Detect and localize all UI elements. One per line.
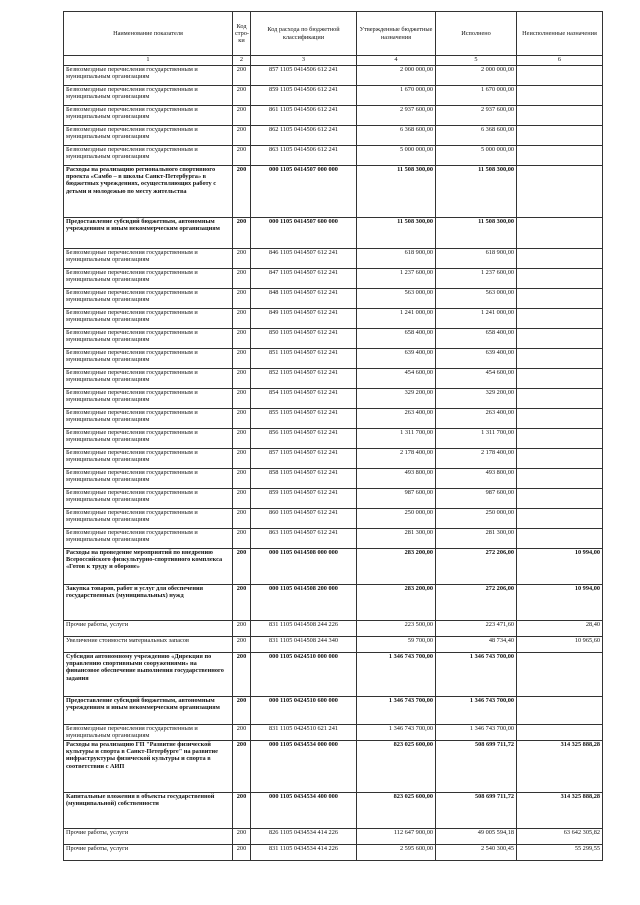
row-unexecuted-amount [517, 269, 603, 289]
row-name: Расходы на реализацию ГП "Развитие физической культуры и спорта в Санкт-Петербурге" на развитие инфраструктуры физической культуры и спорта в соответствии с АИП [64, 741, 233, 793]
row-approved-amount: 823 025 600,00 [357, 793, 436, 829]
row-line-code: 200 [233, 289, 251, 309]
row-executed-amount: 639 400,00 [436, 349, 517, 369]
row-expense-code: 863 1105 0414506 612 241 [251, 146, 357, 166]
row-executed-amount: 2 540 300,45 [436, 845, 517, 861]
row-executed-amount: 1 670 000,00 [436, 86, 517, 106]
row-line-code: 200 [233, 389, 251, 409]
row-approved-amount: 2 000 000,00 [357, 66, 436, 86]
row-line-code: 200 [233, 489, 251, 509]
row-expense-code: 863 1105 0414507 612 241 [251, 529, 357, 549]
row-name: Безвозмездные перечисления государственным и муниципальным организациям [64, 429, 233, 449]
column-number: 2 [233, 56, 251, 66]
row-executed-amount: 272 206,00 [436, 549, 517, 585]
row-expense-code: 000 1105 0414507 600 000 [251, 218, 357, 249]
row-name: Прочие работы, услуги [64, 829, 233, 845]
row-executed-amount: 618 900,00 [436, 249, 517, 269]
row-unexecuted-amount: 55 299,55 [517, 845, 603, 861]
row-line-code: 200 [233, 549, 251, 585]
row-line-code: 200 [233, 66, 251, 86]
row-line-code: 200 [233, 741, 251, 793]
row-approved-amount: 639 400,00 [357, 349, 436, 369]
row-name: Капитальные вложения в объекты государственной (муниципальной) собственности [64, 793, 233, 829]
row-approved-amount: 2 595 600,00 [357, 845, 436, 861]
row-approved-amount: 1 241 000,00 [357, 309, 436, 329]
row-expense-code: 000 1105 0414508 200 000 [251, 585, 357, 621]
header-expense-code: Код расхода по бюджетной классификации [251, 12, 357, 56]
header-unexecuted: Неисполненные назначения [517, 12, 603, 56]
column-number: 5 [436, 56, 517, 66]
row-approved-amount: 454 600,00 [357, 369, 436, 389]
row-executed-amount: 281 300,00 [436, 529, 517, 549]
row-executed-amount: 1 346 743 700,00 [436, 697, 517, 725]
row-line-code: 200 [233, 166, 251, 218]
row-name: Увеличение стоимости материальных запасов [64, 637, 233, 653]
row-expense-code: 849 1105 0414507 612 241 [251, 309, 357, 329]
row-unexecuted-amount [517, 369, 603, 389]
row-approved-amount: 1 237 600,00 [357, 269, 436, 289]
table-row [64, 429, 603, 449]
row-approved-amount: 329 200,00 [357, 389, 436, 409]
table-row [64, 269, 603, 289]
row-unexecuted-amount: 314 325 888,28 [517, 741, 603, 793]
row-line-code: 200 [233, 146, 251, 166]
row-unexecuted-amount: 10 965,60 [517, 637, 603, 653]
row-approved-amount: 6 368 600,00 [357, 126, 436, 146]
row-expense-code: 859 1105 0414507 612 241 [251, 489, 357, 509]
row-approved-amount: 987 600,00 [357, 489, 436, 509]
row-name: Субсидия автономному учреждению «Дирекция по управлению спортивными сооружениями» на финансовое обеспечение выполнения государственного задания [64, 653, 233, 697]
row-line-code: 200 [233, 249, 251, 269]
row-expense-code: 000 1105 0414508 000 000 [251, 549, 357, 585]
row-expense-code: 848 1105 0414507 612 241 [251, 289, 357, 309]
row-executed-amount: 1 237 600,00 [436, 269, 517, 289]
table-row [64, 369, 603, 389]
row-approved-amount: 658 400,00 [357, 329, 436, 349]
row-name: Безвозмездные перечисления государственным и муниципальным организациям [64, 409, 233, 429]
row-expense-code: 852 1105 0414507 612 241 [251, 369, 357, 389]
row-name: Безвозмездные перечисления государственным и муниципальным организациям [64, 269, 233, 289]
table-row [64, 309, 603, 329]
row-name: Предоставление субсидий бюджетным, автономным учреждениям и иным некоммерческим организациям [64, 697, 233, 725]
table-row [64, 697, 603, 725]
row-expense-code: 000 1105 0424510 600 000 [251, 697, 357, 725]
row-line-code: 200 [233, 349, 251, 369]
row-approved-amount: 59 700,00 [357, 637, 436, 653]
row-name: Безвозмездные перечисления государственным и муниципальным организациям [64, 289, 233, 309]
row-line-code: 200 [233, 829, 251, 845]
row-line-code: 200 [233, 218, 251, 249]
table-row [64, 126, 603, 146]
table-row [64, 66, 603, 86]
row-line-code: 200 [233, 269, 251, 289]
row-executed-amount: 11 508 300,00 [436, 218, 517, 249]
row-expense-code: 846 1105 0414507 612 241 [251, 249, 357, 269]
row-name: Безвозмездные перечисления государственным и муниципальным организациям [64, 529, 233, 549]
row-line-code: 200 [233, 653, 251, 697]
row-executed-amount: 263 400,00 [436, 409, 517, 429]
row-line-code: 200 [233, 86, 251, 106]
table-body [64, 66, 603, 861]
table-row [64, 449, 603, 469]
row-approved-amount: 1 311 700,00 [357, 429, 436, 449]
row-name: Предоставление субсидий бюджетным, автономным учреждениям и иным некоммерческим организациям [64, 218, 233, 249]
row-expense-code: 857 1105 0414506 612 241 [251, 66, 357, 86]
row-expense-code: 860 1105 0414507 612 241 [251, 509, 357, 529]
table-row [64, 621, 603, 637]
row-name: Безвозмездные перечисления государственным и муниципальным организациям [64, 146, 233, 166]
row-expense-code: 851 1105 0414507 612 241 [251, 349, 357, 369]
row-executed-amount: 223 471,60 [436, 621, 517, 637]
table-row [64, 249, 603, 269]
row-approved-amount: 493 800,00 [357, 469, 436, 489]
row-unexecuted-amount [517, 489, 603, 509]
row-expense-code: 847 1105 0414507 612 241 [251, 269, 357, 289]
row-line-code: 200 [233, 429, 251, 449]
row-line-code: 200 [233, 529, 251, 549]
row-unexecuted-amount [517, 429, 603, 449]
row-approved-amount: 823 025 600,00 [357, 741, 436, 793]
row-name: Безвозмездные перечисления государственным и муниципальным организациям [64, 509, 233, 529]
row-name: Безвозмездные перечисления государственным и муниципальным организациям [64, 725, 233, 741]
row-expense-code: 850 1105 0414507 612 241 [251, 329, 357, 349]
table-row [64, 349, 603, 369]
column-number: 6 [517, 56, 603, 66]
row-unexecuted-amount [517, 529, 603, 549]
row-executed-amount: 493 800,00 [436, 469, 517, 489]
row-approved-amount: 283 200,00 [357, 549, 436, 585]
row-approved-amount: 1 346 743 700,00 [357, 725, 436, 741]
row-line-code: 200 [233, 449, 251, 469]
row-executed-amount: 11 508 300,00 [436, 166, 517, 218]
row-expense-code: 858 1105 0414507 612 241 [251, 469, 357, 489]
row-name: Безвозмездные перечисления государственным и муниципальным организациям [64, 86, 233, 106]
table-row [64, 725, 603, 741]
row-name: Безвозмездные перечисления государственным и муниципальным организациям [64, 66, 233, 86]
row-executed-amount: 563 000,00 [436, 289, 517, 309]
row-line-code: 200 [233, 369, 251, 389]
row-approved-amount: 1 346 743 700,00 [357, 697, 436, 725]
row-expense-code: 831 1105 0414508 244 340 [251, 637, 357, 653]
column-number: 4 [357, 56, 436, 66]
row-line-code: 200 [233, 725, 251, 741]
row-line-code: 200 [233, 469, 251, 489]
row-name: Безвозмездные перечисления государственным и муниципальным организациям [64, 469, 233, 489]
row-expense-code: 826 1105 0434534 414 226 [251, 829, 357, 845]
table-header-row [64, 12, 603, 56]
row-expense-code: 855 1105 0414507 612 241 [251, 409, 357, 429]
row-unexecuted-amount: 28,40 [517, 621, 603, 637]
row-unexecuted-amount [517, 86, 603, 106]
row-executed-amount: 250 000,00 [436, 509, 517, 529]
table-row [64, 549, 603, 585]
row-line-code: 200 [233, 329, 251, 349]
row-name: Безвозмездные перечисления государственным и муниципальным организациям [64, 126, 233, 146]
row-unexecuted-amount [517, 469, 603, 489]
table-row [64, 86, 603, 106]
row-name: Безвозмездные перечисления государственным и муниципальным организациям [64, 449, 233, 469]
row-executed-amount: 1 311 700,00 [436, 429, 517, 449]
row-unexecuted-amount [517, 66, 603, 86]
row-executed-amount: 329 200,00 [436, 389, 517, 409]
row-expense-code: 856 1105 0414507 612 241 [251, 429, 357, 449]
row-executed-amount: 454 600,00 [436, 369, 517, 389]
row-unexecuted-amount [517, 126, 603, 146]
row-expense-code: 831 1105 0414508 244 226 [251, 621, 357, 637]
row-unexecuted-amount [517, 309, 603, 329]
row-line-code: 200 [233, 845, 251, 861]
row-executed-amount: 272 206,00 [436, 585, 517, 621]
row-line-code: 200 [233, 106, 251, 126]
row-name: Безвозмездные перечисления государственным и муниципальным организациям [64, 369, 233, 389]
row-unexecuted-amount [517, 389, 603, 409]
row-unexecuted-amount [517, 329, 603, 349]
row-name: Безвозмездные перечисления государственным и муниципальным организациям [64, 349, 233, 369]
row-expense-code: 000 1105 0424510 000 000 [251, 653, 357, 697]
row-expense-code: 862 1105 0414506 612 241 [251, 126, 357, 146]
row-name: Закупка товаров, работ и услуг для обеспечения государственных (муниципальных) нужд [64, 585, 233, 621]
row-executed-amount: 508 699 711,72 [436, 793, 517, 829]
table-row [64, 146, 603, 166]
table-row [64, 289, 603, 309]
table-row [64, 793, 603, 829]
row-name: Безвозмездные перечисления государственным и муниципальным организациям [64, 106, 233, 126]
row-approved-amount: 283 200,00 [357, 585, 436, 621]
row-approved-amount: 263 400,00 [357, 409, 436, 429]
row-name: Расходы на проведение мероприятий по внедрению Всероссийского физкультурно-спортивного комплекса «Готов к труду и обороне» [64, 549, 233, 585]
row-expense-code: 859 1105 0414506 612 241 [251, 86, 357, 106]
row-line-code: 200 [233, 585, 251, 621]
row-unexecuted-amount: 314 325 888,28 [517, 793, 603, 829]
header-line-code: Код стро-ки [233, 12, 251, 56]
row-executed-amount: 5 000 000,00 [436, 146, 517, 166]
table-row [64, 829, 603, 845]
row-unexecuted-amount [517, 289, 603, 309]
row-line-code: 200 [233, 793, 251, 829]
row-approved-amount: 2 178 400,00 [357, 449, 436, 469]
row-expense-code: 831 1105 0434534 414 226 [251, 845, 357, 861]
row-approved-amount: 11 508 300,00 [357, 166, 436, 218]
row-unexecuted-amount [517, 409, 603, 429]
row-approved-amount: 281 300,00 [357, 529, 436, 549]
table-row [64, 329, 603, 349]
row-executed-amount: 1 346 743 700,00 [436, 653, 517, 697]
row-executed-amount: 508 699 711,72 [436, 741, 517, 793]
row-unexecuted-amount: 63 642 305,82 [517, 829, 603, 845]
row-name: Прочие работы, услуги [64, 621, 233, 637]
budget-execution-document [63, 11, 602, 861]
table-row [64, 166, 603, 218]
row-expense-code: 831 1105 0424510 621 241 [251, 725, 357, 741]
table-row [64, 489, 603, 509]
row-expense-code: 861 1105 0414506 612 241 [251, 106, 357, 126]
row-approved-amount: 618 900,00 [357, 249, 436, 269]
row-expense-code: 000 1105 0434534 000 000 [251, 741, 357, 793]
row-name: Безвозмездные перечисления государственным и муниципальным организациям [64, 249, 233, 269]
row-unexecuted-amount [517, 146, 603, 166]
header-approved: Утвержденные бюджетные назначения [357, 12, 436, 56]
row-line-code: 200 [233, 637, 251, 653]
row-line-code: 200 [233, 697, 251, 725]
row-line-code: 200 [233, 509, 251, 529]
row-approved-amount: 112 647 900,00 [357, 829, 436, 845]
table-row [64, 845, 603, 861]
row-name: Безвозмездные перечисления государственным и муниципальным организациям [64, 489, 233, 509]
row-executed-amount: 987 600,00 [436, 489, 517, 509]
row-approved-amount: 563 000,00 [357, 289, 436, 309]
row-expense-code: 000 1105 0434534 400 000 [251, 793, 357, 829]
row-line-code: 200 [233, 409, 251, 429]
row-approved-amount: 1 670 000,00 [357, 86, 436, 106]
row-approved-amount: 250 000,00 [357, 509, 436, 529]
header-name: Наименование показателя [64, 12, 233, 56]
row-unexecuted-amount [517, 106, 603, 126]
row-unexecuted-amount [517, 449, 603, 469]
row-unexecuted-amount [517, 349, 603, 369]
table-row [64, 106, 603, 126]
row-executed-amount: 2 178 400,00 [436, 449, 517, 469]
row-unexecuted-amount: 10 994,00 [517, 549, 603, 585]
table-row [64, 637, 603, 653]
row-line-code: 200 [233, 309, 251, 329]
row-approved-amount: 11 508 300,00 [357, 218, 436, 249]
row-executed-amount: 6 368 600,00 [436, 126, 517, 146]
row-line-code: 200 [233, 126, 251, 146]
row-expense-code: 857 1105 0414507 612 241 [251, 449, 357, 469]
row-expense-code: 000 1105 0414507 000 000 [251, 166, 357, 218]
table-row [64, 218, 603, 249]
row-executed-amount: 1 346 743 700,00 [436, 725, 517, 741]
row-unexecuted-amount: 10 994,00 [517, 585, 603, 621]
row-approved-amount: 223 500,00 [357, 621, 436, 637]
column-number: 3 [251, 56, 357, 66]
row-approved-amount: 5 000 000,00 [357, 146, 436, 166]
row-executed-amount: 49 005 594,18 [436, 829, 517, 845]
row-executed-amount: 1 241 000,00 [436, 309, 517, 329]
row-approved-amount: 2 937 600,00 [357, 106, 436, 126]
row-line-code: 200 [233, 621, 251, 637]
row-executed-amount: 48 734,40 [436, 637, 517, 653]
row-unexecuted-amount [517, 697, 603, 725]
row-unexecuted-amount [517, 653, 603, 697]
table-row [64, 409, 603, 429]
row-unexecuted-amount [517, 249, 603, 269]
table-row [64, 529, 603, 549]
row-name: Безвозмездные перечисления государственным и муниципальным организациям [64, 329, 233, 349]
table-row [64, 653, 603, 697]
row-unexecuted-amount [517, 218, 603, 249]
header-executed: Исполнено [436, 12, 517, 56]
row-name: Безвозмездные перечисления государственным и муниципальным организациям [64, 389, 233, 409]
column-number-row [64, 56, 603, 66]
row-approved-amount: 1 346 743 700,00 [357, 653, 436, 697]
row-name: Расходы на реализацию регионального спортивного проекта «Самбо – в школы Санкт-Петербурга» в бюджетных учреждениях, осуществляющих работу с детьми и молодежью по месту жительства [64, 166, 233, 218]
row-expense-code: 854 1105 0414507 612 241 [251, 389, 357, 409]
table-row [64, 509, 603, 529]
row-executed-amount: 2 000 000,00 [436, 66, 517, 86]
row-executed-amount: 2 937 600,00 [436, 106, 517, 126]
row-executed-amount: 658 400,00 [436, 329, 517, 349]
table-row [64, 741, 603, 793]
row-unexecuted-amount [517, 509, 603, 529]
column-number: 1 [64, 56, 233, 66]
row-unexecuted-amount [517, 166, 603, 218]
row-name: Безвозмездные перечисления государственным и муниципальным организациям [64, 309, 233, 329]
budget-table [63, 11, 603, 861]
table-row [64, 585, 603, 621]
table-row [64, 389, 603, 409]
row-name: Прочие работы, услуги [64, 845, 233, 861]
row-unexecuted-amount [517, 725, 603, 741]
table-row [64, 469, 603, 489]
